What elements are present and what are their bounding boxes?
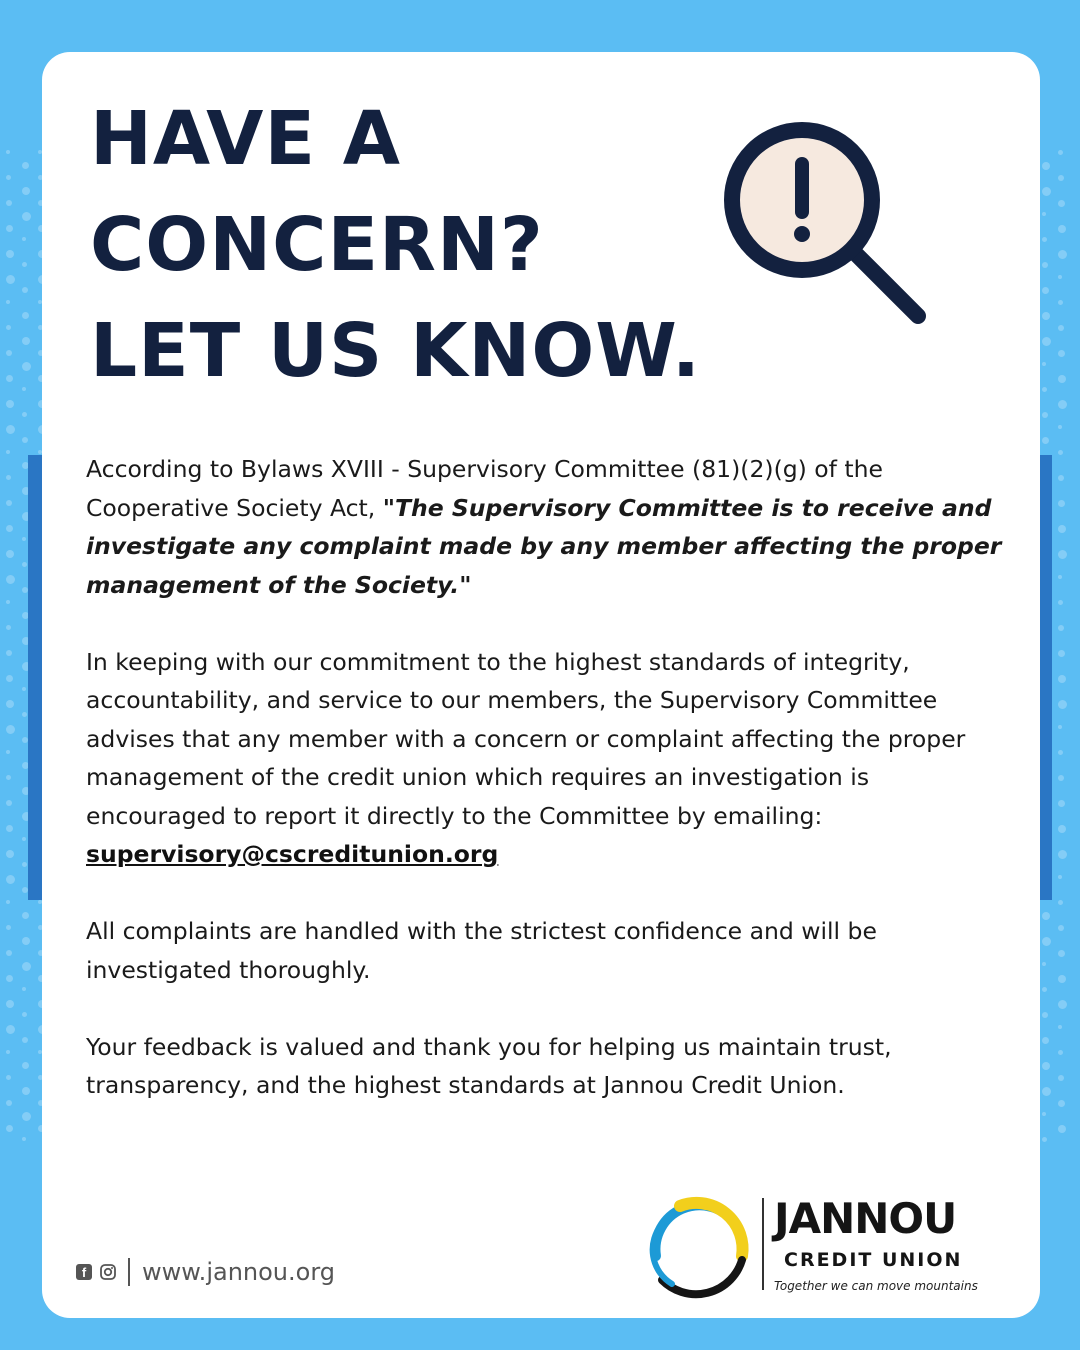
headline-line-3: LET US KNOW. [90,308,701,394]
decorative-dot [1058,525,1066,533]
decorative-dot [6,625,11,630]
logo-divider [762,1198,764,1290]
decorative-dot [1058,900,1063,905]
decorative-dot [1042,1137,1047,1142]
decorative-dot [6,975,13,982]
decorative-dot [1058,950,1065,957]
decorative-dot [6,200,12,206]
decorative-dot [22,237,26,241]
decorative-dot [22,837,26,841]
decorative-dot [1058,775,1064,781]
decorative-dot [1042,262,1048,268]
jannou-logo [642,1192,982,1304]
decorative-dot [6,900,10,904]
decorative-dot [1042,1037,1049,1044]
decorative-dot [22,537,26,541]
decorative-dot [1058,150,1063,155]
decorative-dot [22,1112,31,1121]
decorative-dot [1058,650,1065,657]
instagram-icon[interactable] [100,1264,116,1280]
decorative-dot [1058,300,1063,305]
headline-line-1: HAVE A [90,96,402,182]
decorative-dot [22,562,27,567]
feedback-paragraph: Your feedback is valued and thank you for helping us maintain trust, transparency, and the highest standards at Jannou Credit Union. [86,1032,892,1099]
decorative-dot [1058,875,1062,879]
decorative-dot [22,362,31,371]
decorative-dot [1058,700,1067,709]
decorative-dot [1042,237,1047,242]
decorative-dot [1058,925,1064,931]
decorative-dot [6,1125,13,1132]
decorative-dot [6,400,14,408]
decorative-dot [1042,1087,1051,1096]
logo-tagline: Together we can move mountains [774,1279,978,1293]
decorative-dot [1042,312,1050,320]
decorative-dot [22,962,31,971]
decorative-dot [6,800,12,806]
magnifier-alert-icon [720,118,940,338]
decorative-dot [22,687,26,691]
decorative-dot [22,337,30,345]
website-link[interactable]: www.jannou.org [142,1258,335,1286]
decorative-dot [6,650,12,656]
decorative-dot [1042,187,1051,196]
decorative-dot [6,675,13,682]
decorative-dot [1042,337,1051,346]
decorative-dot [6,875,15,884]
decorative-dot [1058,450,1063,455]
decorative-dot [6,425,15,434]
facebook-icon[interactable]: f [76,1264,92,1280]
decorative-dot [6,275,15,284]
decorative-dot [1058,850,1067,859]
decorative-dot [1058,575,1062,579]
logo-name: JANNOU [774,1194,957,1243]
footer-social [76,1254,335,1290]
decorative-dot [1042,212,1046,216]
decorative-dot [6,350,12,356]
decorative-dot [1058,975,1066,983]
right-accent-bar [1038,455,1052,900]
decorative-dot [22,437,28,443]
decorative-dot [1058,475,1064,481]
decorative-dot [6,700,14,708]
decorative-dot [1058,625,1064,631]
decorative-dot [1042,287,1049,294]
decorative-dot [1042,437,1049,444]
decorative-dot [22,1062,29,1069]
decorative-dot [1058,275,1062,279]
notice-card [42,52,1040,1318]
decorative-dot [1042,912,1050,920]
decorative-dot [6,550,14,558]
decorative-dot [1058,175,1064,181]
decorative-dot [6,475,11,480]
decorative-dot [22,712,27,717]
decorative-dot [1042,162,1050,170]
bylaw-intro: According to Bylaws XVIII - Supervisory Committee (81)(2)(g) of the Cooperative Society Act, [86,455,883,522]
decorative-dot [1042,962,1046,966]
decorative-dot [22,1012,27,1017]
decorative-dot [6,950,12,956]
decorative-dot [1042,362,1046,366]
footer-divider [128,1258,130,1286]
body-text [86,450,1006,1143]
decorative-dot [1042,1062,1050,1070]
decorative-dot [1058,1050,1063,1055]
decorative-dot [1042,387,1047,392]
decorative-dot [22,912,29,919]
decorative-dot [22,212,31,221]
decorative-dot [6,150,10,154]
decorative-dot [22,862,27,867]
decorative-dot [6,225,13,232]
decorative-dot [22,412,27,417]
decorative-dot [1058,375,1066,383]
commitment-text: In keeping with our commitment to the highest standards of integrity, accountability, and service to our members, the Supervisory Committee advises that any member with a concern or complaint affecting the proper management of the credit union which requires an investigation is encouraged to report it directly to the Committee by emailing: [86,647,966,830]
decorative-dot [1058,750,1063,755]
decorative-dot [1042,1012,1048,1018]
decorative-dot [1058,1100,1065,1107]
decorative-dot [22,287,28,293]
decorative-dot [6,1075,11,1080]
confidentiality-paragraph: All complaints are handled with the strictest confidence and will be investigated thoroughly. [86,917,877,984]
decorative-dot [6,300,10,304]
decorative-dot [1058,675,1066,683]
decorative-dot [1058,1025,1062,1029]
decorative-dot [1058,825,1066,833]
decorative-dot [6,750,10,754]
decorative-dot [6,775,11,780]
headline-line-2: CONCERN? [90,202,544,288]
decorative-dot [6,1050,10,1054]
bylaw-quote: "The Supervisory Committee is to receive and investigate any complaint made by any member affecting the proper management of the Society." [86,493,1002,599]
decorative-dot [6,1025,15,1034]
decorative-dot [6,725,15,734]
logo-subtitle: CREDIT UNION [784,1249,963,1271]
decorative-dot [1058,325,1064,331]
decorative-dot [1058,200,1065,207]
decorative-dot [6,500,12,506]
decorative-dot [1042,987,1047,992]
decorative-dot [22,312,29,319]
commitment-paragraph [86,643,1006,874]
decorative-dot [22,187,30,195]
bylaw-paragraph [86,450,1006,604]
decorative-dot [6,250,14,258]
decorative-dot [22,162,29,169]
decorative-dot [6,600,10,604]
decorative-dot [6,325,11,330]
jannou-logo-mark [642,1194,752,1302]
supervisory-email-link[interactable]: supervisory@cscreditunion.org [86,840,499,868]
decorative-dot [1042,412,1048,418]
headline [90,86,701,404]
decorative-dot [6,925,11,930]
decorative-dot [1058,725,1062,729]
decorative-dot [6,450,10,454]
decorative-dot [6,1100,12,1106]
decorative-dot [22,1137,26,1141]
decorative-dot [1058,425,1062,429]
decorative-dot [1058,1000,1067,1009]
decorative-dot [6,825,13,832]
decorative-dot [22,262,27,267]
decorative-dot [1058,250,1067,259]
decorative-dot [6,375,13,382]
decorative-dot [22,937,30,945]
decorative-dot [1042,1112,1046,1116]
decorative-dot [1058,225,1066,233]
decorative-dot [22,1037,28,1043]
decorative-dot [6,575,15,584]
decorative-dot [22,387,26,391]
decorative-dot [1058,800,1065,807]
decorative-dot [1042,937,1051,946]
decorative-dot [1058,600,1063,605]
decorative-dot [6,175,11,180]
left-accent-bar [28,455,42,900]
decorative-dot [1058,400,1067,409]
decorative-dot [1058,350,1065,357]
decorative-dot [22,1087,30,1095]
decorative-dot [1058,550,1067,559]
decorative-dot [6,1000,14,1008]
decorative-dot [6,850,14,858]
decorative-dot [22,987,26,991]
decorative-dot [1058,1075,1064,1081]
decorative-dot [1058,500,1065,507]
decorative-dot [6,525,13,532]
decorative-dot [1058,1125,1066,1133]
